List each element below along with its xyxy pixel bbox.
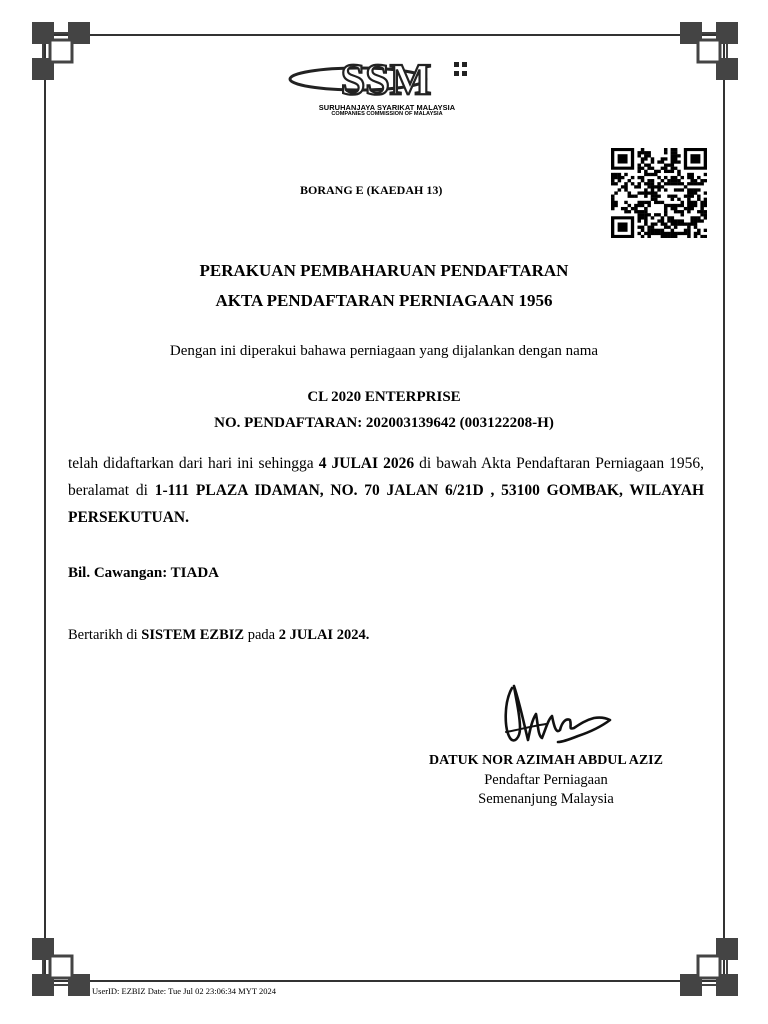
corner-ornament-top-right <box>678 22 738 82</box>
svg-text:SSM: SSM <box>340 55 432 104</box>
branch-count <box>68 565 219 582</box>
business-address: 1-111 PLAZA IDAMAN, NO. 70 JALAN 6/21D , 53100 GOMBAK, WILAYAH PERSEKUTUAN. <box>68 482 705 526</box>
certification-statement: Dengan ini diperakui bahawa perniagaan yang dijalankan dengan nama <box>169 343 599 359</box>
qr-code <box>611 148 707 238</box>
org-name-malay: SURUHANJAYA SYARIKAT MALAYSIA <box>318 103 456 112</box>
signer-name: DATUK NOR AZIMAH ABDUL AZIZ <box>429 753 663 768</box>
branch-label: Bil. Cawangan: <box>68 565 171 581</box>
corner-ornament-top-left <box>32 22 92 82</box>
certificate-subtitle: AKTA PENDAFTARAN PERNIAGAAN 1956 <box>215 291 553 310</box>
dated-prefix: Bertarikh di <box>68 627 142 643</box>
body-text-2: di bawah Akta Pendaftaran Perniagaan 1956, beralamat di <box>68 455 704 499</box>
registration-number: NO. PENDAFTARAN: 202003139642 (003122208-H) <box>214 415 554 431</box>
corner-ornament-bottom-right <box>678 936 738 996</box>
body-text-1: telah didaftarkan dari hari ini sehingga <box>68 455 319 472</box>
branch-value: TIADA <box>170 565 220 581</box>
form-code: BORANG E (KAEDAH 13) <box>300 183 443 197</box>
corner-ornament-bottom-left <box>32 936 92 996</box>
print-footer: UserID: EZBIZ Date: Tue Jul 02 23:06:34 MYT 2024 <box>92 986 277 996</box>
org-name-english: COMPANIES COMMISSION OF MALAYSIA <box>331 111 443 117</box>
issued-statement <box>68 627 369 644</box>
issue-date: 2 JULAI 2024. <box>278 627 370 643</box>
signer-region: Semenanjung Malaysia <box>478 791 614 807</box>
dated-middle: pada <box>244 627 279 643</box>
certificate-title: PERAKUAN PEMBAHARUAN PENDAFTARAN <box>199 261 569 280</box>
registration-details <box>68 450 704 531</box>
expiry-date: 4 JULAI 2026 <box>318 455 415 472</box>
issuing-system: SISTEM EZBIZ <box>141 627 245 643</box>
signature-image <box>498 680 616 760</box>
business-name: CL 2020 ENTERPRISE <box>307 389 461 405</box>
signer-role: Pendaftar Perniagaan <box>484 772 608 788</box>
